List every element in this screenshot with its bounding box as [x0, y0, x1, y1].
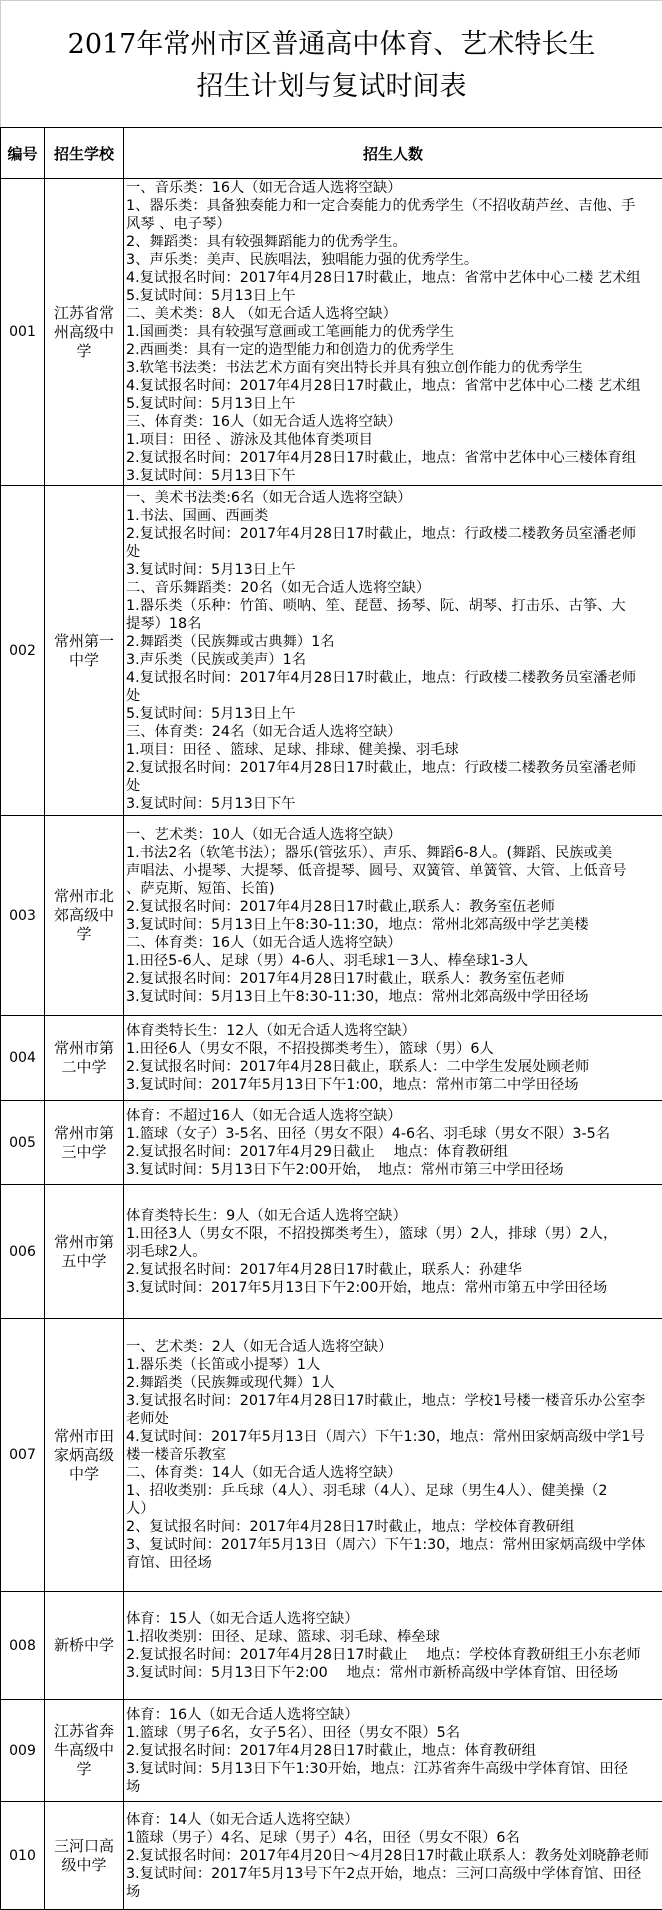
detail-line: 3、声乐类：美声、民族唱法，独唱能力强的优秀学生。: [126, 251, 662, 269]
detail-line: 一、美术书法类:6名（如无合适人选将空缺）: [126, 489, 662, 507]
detail-line: 3.复试时间：5月13日上午8:30-11:30，地点：常州北郊高级中学艺美楼: [126, 916, 662, 934]
detail-line: 2.复试报名时间：2017年4月28日17时截止，地点：行政楼二楼教务员室潘老师: [126, 759, 662, 777]
enrollment-detail: [124, 486, 662, 816]
detail-line: 体育：不超过16人（如无合适人选将空缺）: [126, 1107, 662, 1125]
school-name: 常州市田家炳高级中学: [45, 1319, 124, 1592]
detail-line: 2.复试报名时间：2017年4月28日17时截止 地点：学校体育教研组王小东老师: [126, 1646, 662, 1664]
row-number: 009: [1, 1700, 45, 1802]
school-name: 常州市北郊高级中学: [45, 816, 124, 1016]
detail-line: 一、音乐类：16人（如无合适人选将空缺）: [126, 179, 662, 197]
school-name: 常州市第三中学: [45, 1101, 124, 1185]
detail-line: 2.复试报名时间：2017年4月29日截止 地点：体育教研组: [126, 1143, 662, 1161]
detail-line: 3、复试时间：2017年5月13日（周六）下午1:30，地点：常州田家炳高级中学体: [126, 1536, 662, 1554]
detail-line: 3.复试时间：5月13日下午: [126, 795, 662, 813]
detail-line: 处: [126, 687, 662, 705]
detail-line: 一、艺术类：10人（如无合适人选将空缺）: [126, 826, 662, 844]
table-row: [1, 1319, 662, 1592]
row-number: 003: [1, 816, 45, 1016]
detail-line: 育馆、田径场: [126, 1554, 662, 1572]
detail-line: 3.复试时间：5月13日下午2:00 地点：常州市新桥高级中学体育馆、田径场: [126, 1664, 662, 1682]
detail-line: 处: [126, 777, 662, 795]
detail-line: 体育类特长生：9人（如无合适人选将空缺）: [126, 1207, 662, 1225]
detail-line: 4.复试时间：2017年5月13日（周六）下午1:30，地点：常州田家炳高级中学1号: [126, 1428, 662, 1446]
detail-line: 1.器乐类（长笛或小提琴）1人: [126, 1356, 662, 1374]
detail-line: 1.田径6人（男女不限，不招投掷类考生），篮球（男）6人: [126, 1040, 662, 1058]
row-number: 006: [1, 1185, 45, 1319]
detail-line: 3.复试时间：2017年5月13日下午2:00开始，地点：常州市第五中学田径场: [126, 1279, 662, 1297]
detail-line: 3.复试时间：5月13日下午1:30开始，地点：江苏省奔牛高级中学体育馆、田径: [126, 1760, 662, 1778]
detail-line: 2.舞蹈类（民族舞或古典舞）1名: [126, 633, 662, 651]
header-row: [1, 128, 662, 179]
detail-line: 1.国画类：具有较强写意画或工笔画能力的优秀学生: [126, 323, 662, 341]
detail-line: 场: [126, 1778, 662, 1796]
detail-line: 二、体育类：16人（如无合适人选将空缺）: [126, 934, 662, 952]
table-row: [1, 1016, 662, 1101]
row-number: 010: [1, 1802, 45, 1910]
detail-line: 1、招收类别：乒乓球（4人）、羽毛球（4人）、足球（男生4人）、健美操（2: [126, 1482, 662, 1500]
detail-line: 1.招收类别：田径、足球、篮球、羽毛球、棒垒球: [126, 1628, 662, 1646]
detail-line: 三、体育类：16人（如无合适人选将空缺）: [126, 413, 662, 431]
detail-line: 2.复试报名时间：2017年4月28日17时截止，联系人：孙建华: [126, 1261, 662, 1279]
detail-line: 5.复试时间：5月13日上午: [126, 705, 662, 723]
detail-line: 2、复试报名时间：2017年4月28日17时截止，地点：学校体育教研组: [126, 1518, 662, 1536]
enrollment-detail: [124, 1700, 662, 1802]
row-number: 005: [1, 1101, 45, 1185]
detail-line: 4.复试报名时间：2017年4月28日17时截止，地点：省常中艺体中心二楼 艺术组: [126, 377, 662, 395]
detail-line: 3.复试时间：5月13日下午: [126, 467, 662, 485]
detail-line: 1篮球（男子）4名、足球（男子）4名，田径（男女不限）6名: [126, 1829, 662, 1847]
table-row: [1, 1592, 662, 1700]
table-row: [1, 1700, 662, 1802]
detail-line: 1.项目：田径 、游泳及其他体育类项目: [126, 431, 662, 449]
detail-line: 1、器乐类：具备独奏能力和一定合奏能力的优秀学生（不招收葫芦丝、吉他、手: [126, 197, 662, 215]
detail-line: 3.复试时间：5月13日下午2:00开始， 地点：常州市第三中学田径场: [126, 1161, 662, 1179]
detail-line: 二、音乐舞蹈类：20名（如无合适人选将空缺）: [126, 579, 662, 597]
row-number: 001: [1, 179, 45, 486]
detail-line: 1.篮球（女子）3-5名、田径（男女不限）4-6名、羽毛球（男女不限）3-5名: [126, 1125, 662, 1143]
detail-line: 5.复试时间：5月13日上午: [126, 287, 662, 305]
row-number: 004: [1, 1016, 45, 1101]
detail-line: 1.书法2名（软笔书法）；器乐(管弦乐）、声乐、舞蹈6-8人。(舞蹈、民族或美: [126, 844, 662, 862]
detail-line: 3.复试时间：5月13日上午8:30-11:30，地点：常州北郊高级中学田径场: [126, 988, 662, 1006]
detail-line: 3.复试时间：2017年5月13号下午2点开始，地点：三河口高级中学体育馆、田径: [126, 1865, 662, 1883]
detail-line: 5.复试时间：5月13日上午: [126, 395, 662, 413]
row-number: 008: [1, 1592, 45, 1700]
school-name: 常州市第二中学: [45, 1016, 124, 1101]
school-name: 江苏省奔牛高级中学: [45, 1700, 124, 1802]
school-name: 江苏省常州高级中学: [45, 179, 124, 486]
school-name: 新桥中学: [45, 1592, 124, 1700]
detail-line: 二、美术类：8人 （如无合适人选将空缺）: [126, 305, 662, 323]
detail-line: 3.软笔书法类：书法艺术方面有突出特长并具有独立创作能力的优秀学生: [126, 359, 662, 377]
detail-line: 2.复试报名时间：2017年4月28日17时截止,联系人：教务室伍老师: [126, 898, 662, 916]
detail-line: 羽毛球2人。: [126, 1243, 662, 1261]
detail-line: 1.器乐类（乐种：竹笛、唢呐、笙、琵琶、扬琴、阮、胡琴、打击乐、古筝、大: [126, 597, 662, 615]
detail-line: 1.项目：田径 、篮球、足球、排球、健美操、羽毛球: [126, 741, 662, 759]
header-detail: 招生人数: [124, 128, 662, 179]
header-school: 招生学校: [45, 128, 124, 179]
detail-line: 4.复试报名时间：2017年4月28日17时截止，地点：省常中艺体中心二楼 艺术组: [126, 269, 662, 287]
detail-line: 1.篮球（男子6名，女子5名）、田径（男女不限）5名: [126, 1724, 662, 1742]
title-line-1: 2017年常州市区普通高中体育、艺术特长生: [68, 24, 596, 66]
row-number: 002: [1, 486, 45, 816]
enrollment-detail: [124, 1016, 662, 1101]
detail-line: 2、舞蹈类：具有较强舞蹈能力的优秀学生。: [126, 233, 662, 251]
table-row: [1, 1101, 662, 1185]
table-row: [1, 486, 662, 816]
table-row: [1, 1185, 662, 1319]
detail-line: 一、艺术类：2人（如无合适人选将空缺）: [126, 1338, 662, 1356]
detail-line: 体育：14人（如无合适人选将空缺）: [126, 1811, 662, 1829]
enrollment-table: [0, 127, 662, 1910]
detail-line: 1.田径3人（男女不限，不招投掷类考生），篮球（男）2人，排球（男）2人，: [126, 1225, 662, 1243]
detail-line: 人）: [126, 1500, 662, 1518]
table-row: [1, 179, 662, 486]
detail-line: 老师处: [126, 1410, 662, 1428]
detail-line: 1.田径5-6人、足球（男）4-6人、羽毛球1－3人、棒垒球1-3人: [126, 952, 662, 970]
detail-line: 风琴 、电子琴）: [126, 215, 662, 233]
detail-line: 三、体育类：24名（如无合适人选将空缺）: [126, 723, 662, 741]
enrollment-detail: [124, 1802, 662, 1910]
detail-line: 3.声乐类（民族或美声）1名: [126, 651, 662, 669]
detail-line: 体育：15人（如无合适人选将空缺）: [126, 1610, 662, 1628]
detail-line: 2.复试报名时间：2017年4月28日17时截止，地点：省常中艺体中心三楼体育组: [126, 449, 662, 467]
title-line-2: 招生计划与复试时间表: [197, 66, 467, 108]
detail-line: 处: [126, 543, 662, 561]
school-name: 常州市第五中学: [45, 1185, 124, 1319]
detail-line: 提琴）18名: [126, 615, 662, 633]
detail-line: 体育：16人（如无合适人选将空缺）: [126, 1706, 662, 1724]
detail-line: 3.复试时间：5月13日上午: [126, 561, 662, 579]
row-number: 007: [1, 1319, 45, 1592]
school-name: 三河口高级中学: [45, 1802, 124, 1910]
school-name: 常州第一中学: [45, 486, 124, 816]
detail-line: 2.复试报名时间：2017年4月28日17时截止，地点：行政楼二楼教务员室潘老师: [126, 525, 662, 543]
detail-line: 二、体育类：14人（如无合适人选将空缺）: [126, 1464, 662, 1482]
enrollment-detail: [124, 1319, 662, 1592]
detail-line: 场: [126, 1883, 662, 1901]
detail-line: 3.复试报名时间：2017年4月28日17时截止，地点：学校1号楼一楼音乐办公室李: [126, 1392, 662, 1410]
table-row: [1, 816, 662, 1016]
detail-line: 2.复试报名时间：2017年4月28日17时截止，地点：体育教研组: [126, 1742, 662, 1760]
document-title: [0, 0, 662, 127]
enrollment-detail: [124, 1101, 662, 1185]
detail-line: 声唱法、小提琴、大提琴、低音提琴、圆号、双簧管、单簧管、大管、上低音号: [126, 862, 662, 880]
detail-line: 、萨克斯、短笛、长笛): [126, 880, 662, 898]
detail-line: 楼一楼音乐教室: [126, 1446, 662, 1464]
table-row: [1, 1802, 662, 1910]
detail-line: 2.复试报名时间：2017年4月28日17时截止，联系人：教务室伍老师: [126, 970, 662, 988]
header-no: 编号: [1, 128, 45, 179]
detail-line: 2.舞蹈类（民族舞或现代舞）1人: [126, 1374, 662, 1392]
enrollment-detail: [124, 1592, 662, 1700]
enrollment-detail: [124, 1185, 662, 1319]
detail-line: 2.复试报名时间：2017年4月20日～4月28日17时截止联系人：教务处刘晓静老师: [126, 1847, 662, 1865]
detail-line: 2.西画类：具有一定的造型能力和创造力的优秀学生: [126, 341, 662, 359]
detail-line: 体育类特长生：12人（如无合适人选将空缺）: [126, 1022, 662, 1040]
enrollment-detail: [124, 816, 662, 1016]
detail-line: 2.复试报名时间：2017年4月28日截止，联系人：二中学生发展处顾老师: [126, 1058, 662, 1076]
detail-line: 1.书法、国画、西画类: [126, 507, 662, 525]
detail-line: 4.复试报名时间：2017年4月28日17时截止，地点：行政楼二楼教务员室潘老师: [126, 669, 662, 687]
detail-line: 3.复试时间：2017年5月13日下午1:00，地点：常州市第二中学田径场: [126, 1076, 662, 1094]
enrollment-detail: [124, 179, 662, 486]
